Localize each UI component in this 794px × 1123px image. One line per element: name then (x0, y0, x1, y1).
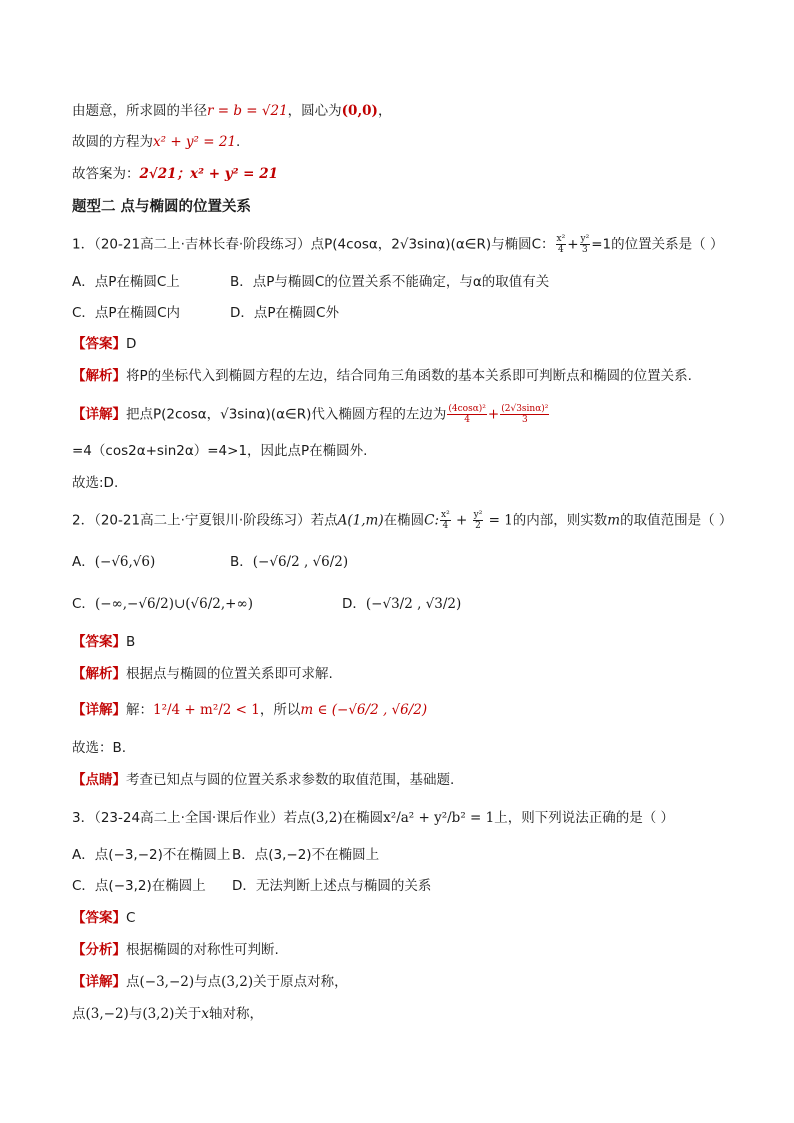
denominator: 3 (521, 415, 528, 425)
key-point-text: 考查已知点与圆的位置关系求参数的取值范围，基础题. (126, 772, 455, 788)
q3-detail-2 (72, 1004, 263, 1024)
math-radius: r = b = √21 (207, 103, 288, 119)
detail-text: 把点P(2cosα，√3sinα)(α∈R)代入椭圆方程的左边为 (126, 406, 447, 423)
key-point-tag: 【点睛】 (72, 772, 126, 788)
math-center: (0,0) (341, 103, 378, 119)
math-variable: x (201, 1006, 209, 1022)
q2-answer (72, 632, 135, 652)
text: =1的位置关系是（ ） (591, 236, 724, 253)
answer-value: C (126, 910, 136, 926)
q1-detail-2: =4（cos2α+sin2α）=4>1，因此点P在椭圆外. (72, 443, 368, 459)
math-answer: 2√21；x² + y² = 21 (139, 166, 278, 182)
detail-text: ，所以 (259, 702, 301, 718)
text: ， (377, 103, 392, 119)
section-title: 题型二 点与椭圆的位置关系 (72, 199, 252, 215)
q1-analysis (72, 366, 692, 386)
answer-tag: 【答案】 (72, 634, 126, 650)
detail-text: 与 (128, 1006, 143, 1022)
detail-text: 关于原点对称， (253, 974, 348, 990)
q3-detail (72, 972, 348, 992)
numerator: y² (580, 234, 590, 244)
fraction (556, 234, 567, 255)
denominator: 2 (475, 521, 481, 531)
text: . (236, 134, 241, 150)
math-point: A(1,m) (337, 512, 384, 529)
solution-line-radius (72, 101, 391, 121)
q1-option-c: C．点P在椭圆C内 (72, 305, 180, 321)
answer-tag: 【答案】 (72, 336, 126, 352)
analysis-tag: 【解析】 (72, 666, 126, 682)
q1-option-a: A．点P在椭圆C上 (72, 274, 180, 290)
detail-text: 关于 (174, 1006, 202, 1022)
q3-option-b: B．点(3,−2)不在椭圆上 (232, 847, 380, 863)
detail-tag: 【详解】 (72, 974, 126, 990)
option-math: (−∞,−√6/2)∪(√6/2,+∞) (94, 596, 253, 612)
detail-tag: 【详解】 (72, 406, 126, 423)
option-label: A． (72, 554, 95, 570)
math-inequality: 1²/4 + m²/2 < 1 (153, 702, 260, 718)
q1-stem (72, 234, 723, 255)
text: 3．（23-24高二上·全国·课后作业）若点 (72, 810, 311, 826)
math-variable: m (607, 512, 621, 529)
numerator: x² (441, 510, 450, 520)
q3-option-c: C．点(−3,2)在椭圆上 (72, 878, 206, 894)
numerator: y² (473, 510, 483, 520)
math-range: m ∈ (−√6/2 , √6/2) (300, 702, 428, 718)
denominator: 3 (582, 245, 588, 255)
answer-value: B (126, 634, 136, 650)
q2-option-a (72, 552, 155, 572)
detail-text: 轴对称， (208, 1006, 263, 1022)
answer-line (72, 164, 278, 184)
q2-option-b (230, 552, 348, 572)
q2-key-point (72, 770, 454, 790)
q2-choice: 故选：B. (72, 740, 127, 756)
option-math: (−√3/2 , √3/2) (365, 596, 462, 612)
q3-answer (72, 908, 135, 928)
q2-stem: 2．（20-21高二上·宁夏银川·阶段练习）若点A(1,m)在椭圆C: $\frac{\text{x²}}{4}$ + $\frac{\text{y²}}{2}$ = 1的内部，则实数m的取值范围是（ ） (72, 510, 733, 531)
math-point: (3,2) (221, 974, 254, 990)
math-equals: = 1 (484, 512, 513, 529)
fraction (440, 510, 451, 531)
fraction (580, 234, 591, 255)
numerator: (2√3sinα)² (501, 404, 549, 414)
q1-detail: 【详解】把点P(2cosα，√3sinα)(α∈R)代入椭圆方程的左边为 $\frac{\text{(4cosα)²}}{4}$ + $\frac{\text{(2√3sinα)²}}{3}$ (72, 404, 549, 425)
analysis-tag: 【解析】 (72, 368, 126, 384)
analysis-tag: 【分析】 (72, 942, 126, 958)
numerator: x² (556, 234, 566, 244)
q2-detail (72, 700, 427, 720)
text: 上，则下列说法正确的是（ ） (494, 810, 675, 826)
detail-text: 与点 (194, 974, 222, 990)
text: 2．（20-21高二上·宁夏银川·阶段练习）若点 (72, 512, 338, 529)
analysis-text: 将P的坐标代入到椭圆方程的左边，结合同角三角函数的基本关系即可判断点和椭圆的位置关系. (126, 368, 692, 384)
option-label: B． (230, 554, 253, 570)
math-point: (−3,−2) (139, 974, 195, 990)
text: 故圆的方程为 (72, 134, 153, 150)
math-point: (3,2) (310, 810, 343, 826)
math-ellipse-name: C: (424, 512, 440, 529)
option-math: (−√6/2 , √6/2) (252, 554, 349, 570)
detail-text: 解： (126, 702, 153, 718)
q1-option-b: B．点P与椭圆C的位置关系不能确定，与α的取值有关 (230, 274, 550, 290)
math-point: (3,−2) (85, 1006, 129, 1022)
q1-option-d: D．点P在椭圆C外 (230, 305, 339, 321)
q1-answer (72, 334, 136, 354)
denominator: 4 (464, 415, 471, 425)
denominator: 4 (442, 521, 449, 531)
text: 在椭圆 (383, 512, 425, 529)
detail-tag: 【详解】 (72, 702, 126, 718)
text: 的取值范围是（ ） (620, 512, 733, 529)
text: 在椭圆 (342, 810, 384, 826)
q2-analysis (72, 664, 333, 684)
math-ellipse: x²/a² + y²/b² = 1 (383, 810, 495, 826)
numerator: (4cosα)² (448, 404, 486, 414)
document-page (72, 0, 732, 1123)
q3-option-d: D．无法判断上述点与椭圆的关系 (232, 878, 432, 894)
analysis-text: 根据点与椭圆的位置关系即可求解. (126, 666, 333, 682)
q2-option-d (342, 594, 461, 614)
fraction (500, 404, 549, 425)
detail-text: 点 (72, 1006, 86, 1022)
text: 由题意，所求圆的半径 (72, 103, 207, 119)
answer-value: D (126, 336, 137, 352)
text: 1．（20-21高二上·吉林长春·阶段练习）点P(4cosα，2√3sinα)(α∈R)与椭圆C： (72, 236, 555, 253)
denominator: 4 (558, 245, 564, 255)
option-label: C． (72, 596, 95, 612)
q3-analysis (72, 940, 279, 960)
q3-option-a: A．点(−3,−2)不在椭圆上 (72, 847, 231, 863)
detail-text: 点 (126, 974, 140, 990)
math-circle-equation: x² + y² = 21 (153, 134, 237, 150)
text: ，圆心为 (287, 103, 342, 119)
fraction (447, 404, 487, 425)
fraction (473, 510, 484, 531)
answer-tag: 【答案】 (72, 910, 126, 926)
math-point: (3,2) (142, 1006, 175, 1022)
analysis-text: 根据椭圆的对称性可判断. (126, 942, 279, 958)
text: + (567, 236, 579, 253)
option-math: (−√6,√6) (94, 554, 156, 570)
text: 故答案为： (72, 166, 140, 182)
q2-option-c (72, 594, 253, 614)
q3-stem (72, 808, 674, 828)
text: 的内部，则实数 (512, 512, 608, 529)
q1-choice: 故选:D. (72, 475, 119, 491)
option-label: D． (342, 596, 366, 612)
solution-line-equation (72, 132, 240, 152)
